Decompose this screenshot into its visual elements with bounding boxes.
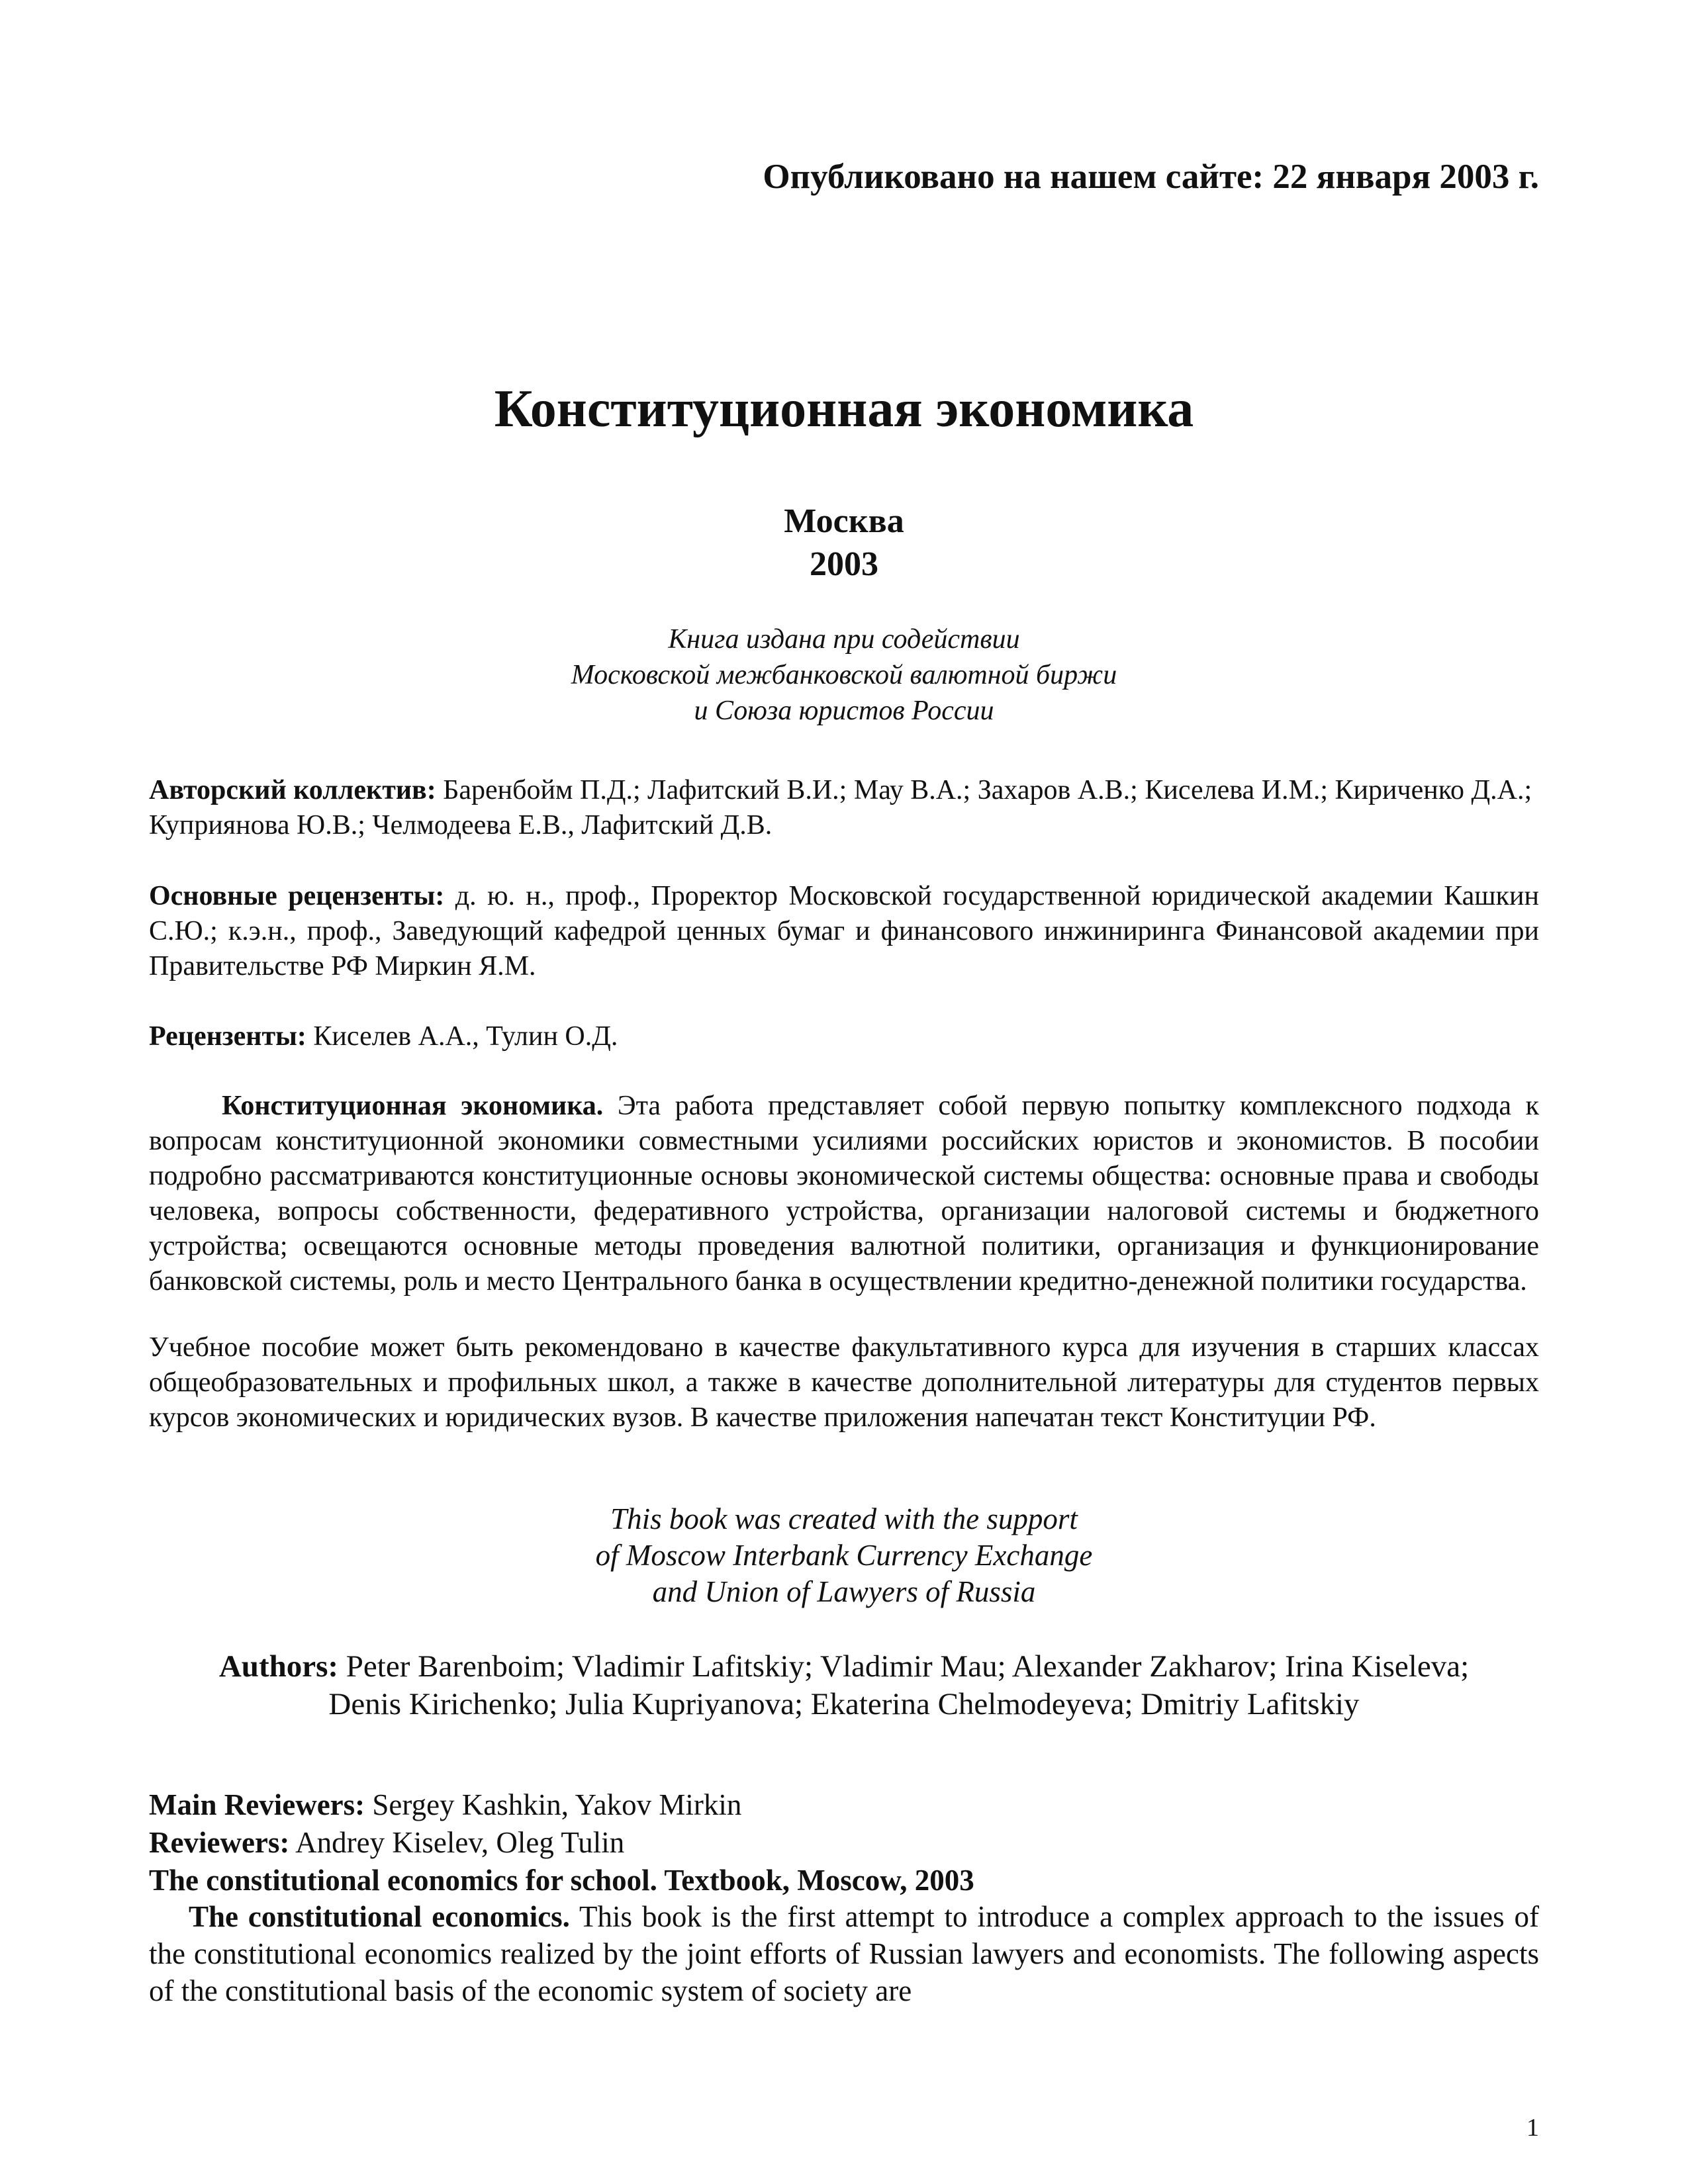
main-reviewers-russian-label: Основные рецензенты: xyxy=(149,881,445,911)
authors-russian-text: Баренбойм П.Д.; Лафитский В.И.; Мау В.А.; Захаров А.В.; Киселева И.М.; Кириченко Д.А.; Куприянова Ю.В.; Челмодеева Е.В., Лафитский Д.В. xyxy=(149,775,1532,841)
support-english-line: and Union of Lawyers of Russia xyxy=(652,1574,1036,1608)
publication-year: 2003 xyxy=(810,545,878,583)
authors-english-line-2: Denis Kirichenko; Julia Kupriyanova; Ekaterina Chelmodeyeva; Dmitriy Lafitskiy xyxy=(328,1687,1360,1722)
city-year-block xyxy=(149,500,1539,586)
main-reviewers-english-text: Sergey Kashkin, Yakov Mirkin xyxy=(365,1788,742,1821)
support-english xyxy=(149,1501,1539,1610)
support-russian-line: Московской межбанковской валютной биржи xyxy=(571,659,1117,690)
abstract-russian xyxy=(149,1089,1539,1298)
main-reviewers-english xyxy=(149,1787,1539,1824)
city-name: Москва xyxy=(784,502,904,540)
abstract-english-text: This book is the first attempt to introduce a complex approach to the issues of the constitutional economics realized by the joint efforts of Russian lawyers and economists. The following aspects of the constitutional basis of the economic system of society are xyxy=(149,1900,1539,2007)
abstract-english-label: The constitutional economics. xyxy=(189,1900,570,1933)
authors-russian xyxy=(149,773,1539,843)
main-reviewers-russian xyxy=(149,879,1539,984)
support-russian xyxy=(149,622,1539,729)
abstract-english xyxy=(149,1899,1539,2009)
authors-english-label: Authors: xyxy=(218,1649,339,1684)
publication-date-heading: Опубликовано на нашем сайте: 22 января 2003 г. xyxy=(763,158,1539,196)
main-reviewers-russian-text: д. ю. н., проф., Проректор Московской государственной юридической академии Кашкин С.Ю.; к.э.н., проф., Заведующий кафедрой ценных бумаг и финансового инжиниринга Финансовой академии при Правительстве РФ Миркин Я.М. xyxy=(149,881,1539,981)
reviewers-russian-label: Рецензенты: xyxy=(149,1021,306,1052)
abstract-russian-label: Конституционная экономика. xyxy=(222,1091,604,1121)
abstract-russian-text: Эта работа представляет собой первую попытку комплексного подхода к вопросам конституционной экономики совместными усилиями российских юристов и экономистов. В пособии подробно рассматриваются конституционные основы экономической системы общества: основные права и свободы человека, вопросы собственности, федеративного устройства, организации налоговой системы и бюджетного устройства; освещаются основные методы проведения валютной политики, организация и функционирование банковской системы, роль и место Центрального банка в осуществлении кредитно-денежной политики государства. xyxy=(149,1091,1539,1297)
support-russian-line: и Союза юристов России xyxy=(694,695,994,726)
support-english-line: This book was created with the support xyxy=(610,1502,1078,1535)
reviewers-english xyxy=(149,1825,1539,1862)
support-english-line: of Moscow Interbank Currency Exchange xyxy=(595,1538,1093,1572)
book-title: Конституционная экономика xyxy=(494,380,1194,438)
book-title-english: The constitutional economics for school. Textbook, Moscow, 2003 xyxy=(149,1864,974,1897)
main-reviewers-english-label: Main Reviewers: xyxy=(149,1788,365,1821)
abstract-russian-second-paragraph: Учебное пособие может быть рекомендовано в качестве факультативного курса для изучения в старших классах общеобразовательных и профильных школ, а также в качестве дополнительной литературы для студентов первых курсов экономических и юридических вузов. В качестве приложения напечатан текст Конституции РФ. xyxy=(149,1332,1539,1433)
reviewers-russian xyxy=(149,1019,1539,1054)
support-russian-line: Книга издана при содействии xyxy=(668,624,1020,655)
reviewers-english-text: Andrey Kiselev, Oleg Tulin xyxy=(289,1826,625,1859)
reviewers-russian-text: Киселев А.А., Тулин О.Д. xyxy=(306,1021,618,1052)
reviewers-english-label: Reviewers: xyxy=(149,1826,290,1859)
page-number: 1 xyxy=(1526,2114,1539,2142)
authors-english xyxy=(149,1648,1539,1724)
authors-english-text-1: Peter Barenboim; Vladimir Lafitskiy; Vladimir Mau; Alexander Zakharov; Irina Kiseleva; xyxy=(338,1649,1470,1684)
authors-russian-label: Авторский коллектив: xyxy=(149,775,436,805)
authors-english-line-1 xyxy=(149,1648,1539,1686)
